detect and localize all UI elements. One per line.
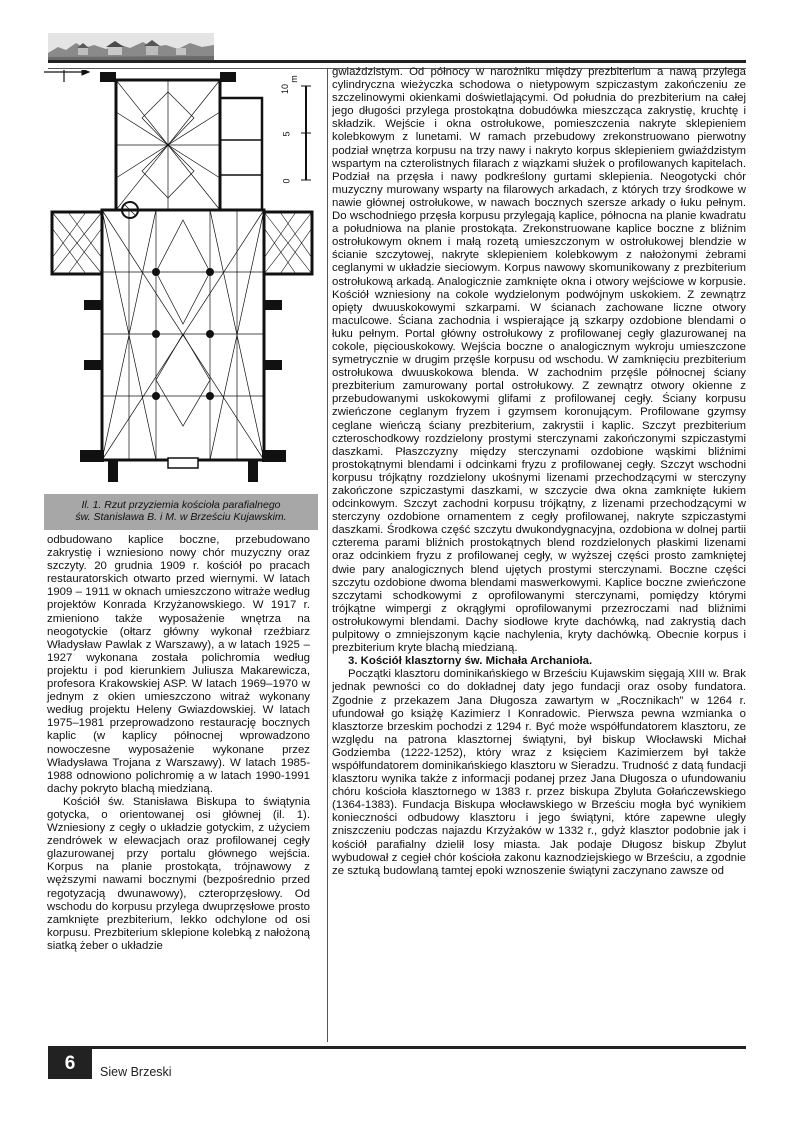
header-photo <box>48 33 214 61</box>
paragraph: Kościół św. Stanisława Biskupa to świątynia gotycka, o orientowanej osi głównej (il. 1). Wzniesiony z cegły o układzie gotyckim, z użyciem zendrówek w elewacjach oraz profilowanej cegły glazurowanej przy portalu głównego wejścia. Korpus na planie prostokąta, trójnawowy z węższymi nawami bocznymi (bezpośrednio przed regotyzacją dwunawowy), czteroprzęsłowy. Od wschodu do korpusu przylega dwuprzęsłowe prosto zamknięte prezbiterium, lekko odchylone od osi korpusu. Prezbiterium sklepione kolebką z nałożoną siatką żeber o układzie <box>47 795 310 952</box>
church-floor-plan <box>44 70 320 492</box>
scale-label-0: 0 <box>281 178 292 184</box>
scale-bar <box>301 86 311 180</box>
caption-line-1: Il. 1. Rzut przyziemia kościoła parafialnego <box>81 499 281 511</box>
header-rule <box>48 60 746 63</box>
right-column <box>332 66 746 878</box>
paragraph: Początki klasztoru dominikańskiego w Brześciu Kujawskim sięgają XIII w. Brak jednak pewności co do dokładnej daty jego fundacji oraz osoby fundatora. Zgodnie z przekazem Jana Długosza zawartym w „Rocznikach” w 1264 r. ufundował go książę Kazimierz I Konradowic. Pierwsza pewna wzmianka o klasztorze brzeskim pochodzi z 1294 r. Być może współfundatorem klasztoru, ze względu na patrona klasztornej świątyni, był biskup Włocławski Michał Godziemba (1222-1252), który wraz z księciem Kazimierzem był także współfundatorem dominikańskiego klasztoru w Sieradzu. Trudność z datą fundacji klasztoru wynika także z informacji podanej przez Jana Długosza o ufundowaniu chóru kościoła klasztornego w 1383 r. przez biskupa Zbyluta Gołańczewskiego (1364-1383). Fundacja Biskupa włocławskiego w Brześciu mogła być wynikiem konieczności odbudowy klasztoru i jego świątyni, które zapewne uległy zniszczeniu podczas najazdu Krzyżaków w 1332 r., gdyż klasztor podobnie jak i kościół parafialny dzielił losy miasta. Jak podaje Długosz biskup Zbylut wybudował z cegieł chór kościoła zakonu kaznodziejskiego w Brześciu, a zgodnie ze sztuką budowlaną tamtej epoki wznoszenie świątyni zaczynano zawsze od <box>332 668 746 877</box>
publication-title: Siew Brzeski <box>100 1065 172 1079</box>
scale-label-5: 5 <box>281 131 292 137</box>
column-divider <box>327 68 328 1042</box>
caption-line-2: św. Stanisława B. i M. w Brześciu Kujawskim. <box>75 511 287 523</box>
left-column <box>47 534 310 953</box>
footer-rule <box>48 1046 746 1049</box>
paragraph: odbudowano kaplice boczne, przebudowano zakrystię i wzniesiono nowy chór muzyczny oraz szczyty. 20 grudnia 1909 r. kościół po pracach restauratorskich otwarto przed wiernymi. W latach 1909 – 1911 w oknach umieszczono witraże według projektów Konrada Krzyżanowskiego. W 1917 r. zmieniono także wyposażenie wnętrza na neogotyckie (ołtarz główny wykonał rzeźbiarz Władysław Pawlak z Warszawy), a w latach 1925 –1927 wykonana została polichromia według projektu i pod kierunkiem Juliusza Makarewicza, profesora Krakowskiej ASP. W latach 1969–1970 w jednym z okien umieszczono witraż wykonany według projektu Heleny Gwiazdowskiej. W latach 1975–1981 przeprowadzono restaurację bocznych kaplic (w kaplicy północnej wprowadzono nowoczesne wyposażenie wykonane przez Władysława Trojana z Warszawy). W latach 1985-1988 odnowiono polichromię a w latach 1990-1991 dachy pokryto blachą miedzianą. <box>47 534 310 795</box>
scale-label-unit: m <box>288 75 299 83</box>
page-number: 6 <box>48 1049 92 1079</box>
scale-label-10: 10 <box>280 83 291 95</box>
section-heading: 3. Kościół klasztorny św. Michała Archanioła. <box>348 655 593 668</box>
figure-caption <box>44 494 318 530</box>
paragraph: gwiaździstym. Od północy w narożniku między prezbiterium a nawą przylega cylindryczna wieżyczka schodowa o nietypowym szpiczastym zakończeniu ze szczelinowymi okienkami doświetlającymi. Od południa do prezbiterium na całej jego długości przylega prostokątna dobudówka mieszcząca zakrystię, kruchtę i składzik. Wejście i okna ostrołukowe, pomieszczenia nakryte sklepieniem kolebkowym z lunetami. W ramach przebudowy zrekonstruowano pierwotny podział wnętrza korpusu na trzy nawy i nakryto korpus sklepieniem gwiaździstym wspartym na czterolistnych filarach z wiązkami służek o profilowanych kapitelach. Podział na przęsła i nawy podkreślony gurtami sklepienia. Neogotycki chór muzyczny murowany wsparty na filarowych arkadach, z których trzy środkowe w nawie głównej ostrołukowe, w nawach bocznych szersze arkady o łuku pełnym. Do wschodniego przęsła korpusu przylegają kaplice, północna na planie kwadratu a południowa na planie prostokąta. Zrekonstruowane kaplice boczne z bliźnim ostrołukowym oknem i małą rozetą umieszczonym w ostrołukowej blendzie w ścianie szczytowej, nakryte sklepieniem kolebkowym z nałożonymi żebrami ceglanymi w układzie sieciowym. Korpus nawowy skomunikowany z prezbiterium ostrołukową arkadą. Analogicznie zamknięte okna i otwory wejściowe w korpusie. Kościół wzniesiony na cokole wydzielonym podwójnym uskokiem. Z zewnątrz opięty dwuuskokowymi szkarpami. W ścianach zachowane liczne otwory maculcowe. Ściana zachodnia i wspierające ją szkarpy ozdobione blendami o łuku pełnym. Portal główny ostrołukowy z profilowanej cegły glazurowanej na cokole, pięciouskokowy. Wejścia boczne o analogicznym wykroju umieszczone symetrycznie w drugim przęśle korpusu od wschodu. W zamknięciu prezbiterium ostrołukowa dwuuskokowa blenda. W zachodnim przęśle północnej ściany prezbiterium zamurowany portal ostrołukowy. Z zewnątrz otwory okienne z przebudowanymi uskokowymi glifami z profilowanej cegły. Ściany korpusu zwieńczone ceglanym fryzem i gzymsem koronującym. Profilowane gzymsy ceglane wieńczą ściany prezbiterium, zakrystii i kaplic. Szczyt prezbiterium czteroschodkowy rozdzielony prostymi sterczynami zakończonymi szpiczastymi daszkami. Płaszczyzny między sterczynami ozdobione wąskimi bliźnimi prostokątnymi blendami i odcinkami fryzu z profilowanej cegły. Szczyt wschodni korpusu trójkątny rozdzielony ukośnymi lizenami przechodzącymi w sterczyny zakończone szpiczastymi daszkami, w szczycie dwa okna zamknięte łukiem odcinkowym. Szczyt zachodni korpusu trójkątny, z lizenami przechodzącymi w sterczyny ozdobione ornamentem z cegły profilowanej, nakryte szpiczastymi daszkami. Środkowa część szczytu dwukondygnacyjna, ozdobiona w dolnej partii czterema parami bliźnich prostokątnych blend rozdzielonych płaskimi lizenami oraz odcinkiem fryzu z profilowanej cegły, w wyższej części prosto zamkniętej dwie pary analogicznych blend ujętych prostymi sterczynami. Boczne części szczytu ozdobione dwoma blendami maswerkowymi. Kaplice boczne zwieńczone szczytami schodkowymi z oprofilowanymi sterczynami, pomiędzy którymi trójkątne wimpergi z okrągłymi oprofilowanymi przezroczami nad bliźnimi ostrołukowymi blendami. Dachy siodłowe kryte dachówką, nad zakrystią dach pulpitowy o zmniejszonym kącie nachylenia, kryty dachówką. Obecnie korpus i prezbiterium kryte blachą miedzianą. <box>332 66 746 655</box>
north-arrow-icon <box>44 70 89 82</box>
